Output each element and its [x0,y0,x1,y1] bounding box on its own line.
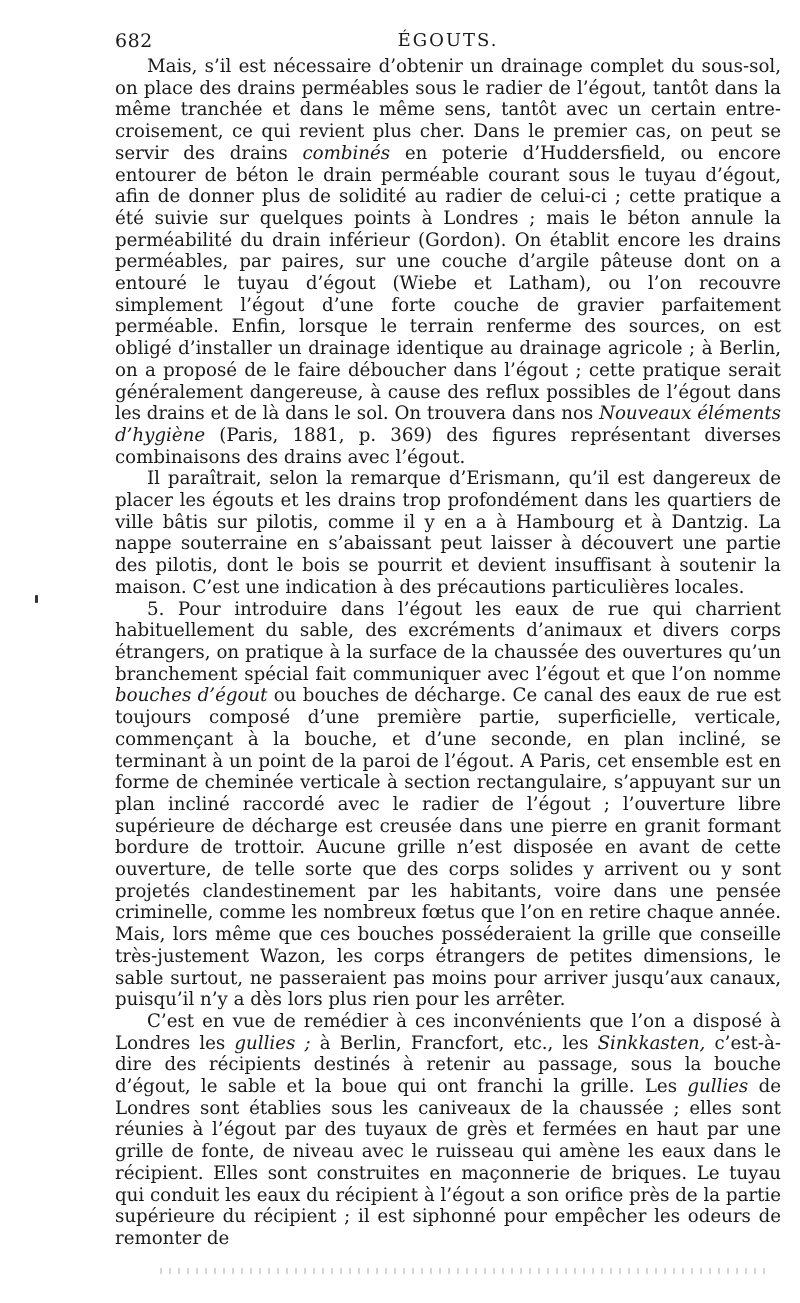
page-header [115,28,781,54]
paragraph [115,56,781,468]
italic-text: gullies [687,1076,749,1098]
italic-text: Sinkkasten, [597,1032,706,1054]
text-run: 5. Pour introduire dans l’égout les eaux de rue qui charrient habituellement du sable, des excréments d’animaux et divers corps étrangers, on pratique à la surface de la chaussée des ouvertures qu’un branchement spécial fait communiquer avec l’égout et que l’on nomme [115,598,781,685]
italic-text: bouches d’égout [115,685,268,707]
italic-text: gullies ; [234,1032,311,1054]
footer-scan-artifact [160,1268,772,1274]
italic-text: Nouveaux éléments d’hygiène [115,403,781,446]
text-run: C’est en vue de remédier à ces inconvénients que l’on a disposé à Londres les [115,1010,781,1054]
text-run: à Berlin, Francfort, etc., les [310,1032,598,1054]
paragraph [115,599,781,1011]
running-title: ÉGOUTS. [397,30,499,51]
text-run: Mais, s’il est nécessaire d’obtenir un drainage complet du sous-sol, on place des drains perméables sous le radier de l’égout, tantôt dans la même tranchée et dans le même sens, tantôt avec un certain entre-croisement, ce qui revient plus cher. Dans le premier cas, on peut se servir des drains [115,56,781,164]
text-run: ou bouches de décharge. Ce canal des eaux de rue est toujours composé d’une première partie, superficielle, verticale, commençant à la bouche, et d’une seconde, en plan incliné, se terminant à un point de la paroi de l’égout. A Paris, cet ensemble est en forme de cheminée verticale à section rectangulaire, s’appuyant sur un plan incliné raccordé avec le radier de l’égout ; l’ouverture libre supérieure de décharge est creusée dans une pierre en granit formant bordure de trottoir. Aucune grille n’est disposée en avant de cette ouverture, de telle sorte que des corps solides y arrivent ou y sont projetés clandestinement par les habitants, voire dans une pensée criminelle, comme les nombreux fœtus que l’on en retire chaque année. Mais, lors même que ces bouches posséderaient la grille que conseille très-justement Wazon, les corps étrangers de petites dimensions, le sable surtout, ne passeraient pas moins pour arriver jusqu’aux canaux, puisqu’il n’y a dès lors plus rien pour les arrêter. [115,685,781,1011]
text-run: en poterie d’Huddersfield, ou encore entourer de béton le drain perméable courant sous le tuyau d’égout, afin de donner plus de solidité au radier de celui-ci ; cette pratique a été suivie sur quelques points à Londres ; mais le béton annule la perméabilité du drain inférieur (Gordon). On établit encore les drains perméables, par paires, sur une couche d’argile pâteuse dont on a entouré le tuyau d’égout (Wiebe et Latham), ou l’on recouvre simplement l’égout d’une forte couche de gravier parfaitement perméable. Enfin, lorsque le terrain renferme des sources, on est obligé d’installer un drainage identique au drainage agricole ; à Berlin, on a proposé de le faire déboucher dans l’égout ; cette pratique serait généralement dangereuse, à cause des reflux possibles de l’égout dans les drains et de là dans le sol. On trouvera dans nos [115,142,781,425]
text-run: Il paraîtrait, selon la remarque d’Erismann, qu’il est dangereux de placer les égouts et les drains trop profondément dans les quartiers de ville bâtis sur pilotis, comme il y en a à Hambourg et à Dantzig. La nappe souterraine en s’abaissant peut laisser à découvert une partie des pilotis, dont le bois se pourrit et devient insuffisant à soutenir la maison. C’est une indication à des précautions particulières locales. [115,468,781,598]
body-text [115,56,781,1250]
page-number: 682 [115,30,153,52]
margin-mark [35,595,38,603]
text-run: de Londres sont établies sous les caniveaux de la chaussée ; elles sont réunies à l’égout par des tuyaux de grès et fermées en haut par une grille de fonte, de niveau avec le ruisseau qui amène les eaux dans le récipient. Elles sont construites en maçonnerie de briques. Le tuyau qui conduit les eaux du récipient à l’égout a son orifice près de la partie supérieure du récipient ; il est siphonné pour empêcher les odeurs de remonter de [115,1076,782,1249]
text-run: c’est-à-dire des récipients destinés à retenir au passage, sous la bouche d’égout, le sable et la boue qui ont franchi la grille. Les [115,1032,782,1098]
paragraph [115,1011,781,1250]
paragraph [115,468,781,598]
text-run: (Paris, 1881, p. 369) des figures représentant diverses combinaisons des drains avec l’égout. [115,424,781,468]
italic-text: combinés [302,142,391,164]
